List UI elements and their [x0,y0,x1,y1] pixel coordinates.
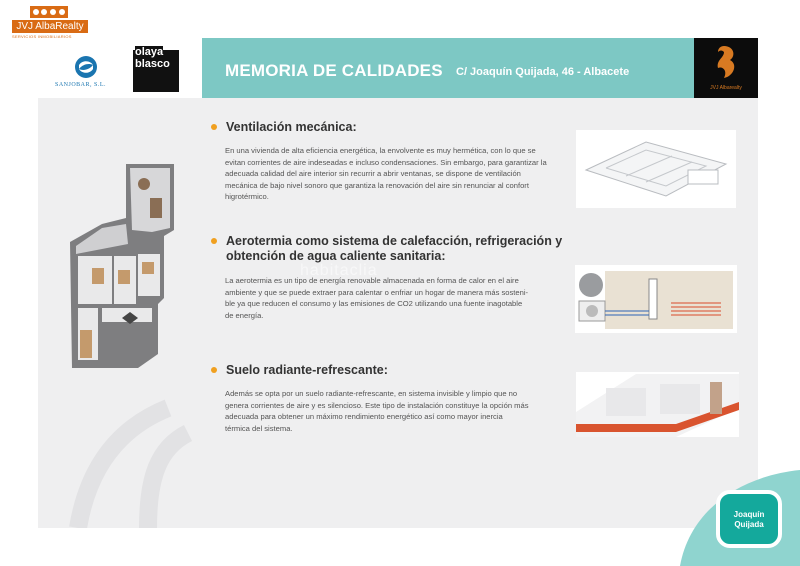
text-line: ble ya que reducen el consumo y las emisiones de CO2 utilizando una fuente inagotable [225,299,523,309]
floor-plan-image [62,158,192,388]
bullet-icon [211,238,217,244]
ventilation-heading [226,120,357,135]
developer-badge [716,490,782,548]
text-line: higrotérmico. [225,192,269,202]
sanjobar-emblem-icon [55,55,117,81]
radiant-floor-text [225,388,529,434]
text-line: Además se opta por un suelo radiante-refrescante, en sistema invisible y limpio que no [225,389,518,398]
badge-line-2: Quijada [734,520,764,529]
ventilation-illustration [576,130,736,208]
agency-logo[interactable] [10,2,88,42]
text-line: En una vivienda de alta eficiencia energética, la envolvente es muy hermética, con lo que se [225,146,536,155]
bullet-icon [211,124,217,130]
agency-tagline: SERVICIOS INMOBILIARIOS [12,34,72,39]
text-line: mecánica de bajo nivel sonoro que garantiza la renovación del aire sin renunciar al confort [225,180,529,190]
heading-line: obtención de agua caliente sanitaria: [226,249,446,263]
text-line: adecuada para obtener un máximo rendimiento energético así como mayor inercia [225,412,503,422]
olaya-blasco-logo [133,46,179,92]
brand-corner-logo [694,38,758,98]
aerothermal-diagram [575,265,737,333]
text-line: evitan corrientes de aire indeseadas e incluso condensaciones. Sin embargo, para garantizar la [225,157,547,167]
badge-line-1: Joaquín [733,510,765,519]
heading-line: Ventilación mecánica: [226,120,357,134]
ventilation-diagram [576,130,736,208]
heading-line: Aerotermia como sistema de calefacción, refrigeración y [226,234,563,248]
aerothermal-heading [226,234,562,264]
crown-icon [10,2,88,20]
bullet-icon [211,367,217,373]
heading-line: Suelo radiante-refrescante: [226,363,388,377]
aerothermal-text [225,275,528,321]
text-line: térmica del sistema. [225,423,293,433]
page-title: MEMORIA DE CALIDADES [225,61,443,80]
olaya-word: olaya [135,46,164,58]
text-line: genera corrientes de aire y es silencioso. Este tipo de instalación constituye la opción más [225,400,529,410]
property-address: C/ Joaquín Quijada, 46 - Albacete [456,66,630,78]
ventilation-text [225,145,547,203]
header-banner [202,38,694,98]
text-line: La aerotermia es un tipo de energía renovable almacenada en forma de calor en el aire [225,276,519,285]
radiant-floor-illustration [576,372,739,437]
text-line: adecuada calidad del aire interior sin recurrir a abrir ventanas, se dispone de ventilación [225,169,521,179]
blasco-word: blasco [135,58,170,70]
flame-bird-icon [694,38,758,84]
sanjobar-logo [55,55,117,91]
sanjobar-name: SANJOBAR, S.L. [55,82,107,88]
corner-logo-text: JVJ Albarealty [710,85,742,91]
aerothermal-illustration [575,265,737,333]
text-line: ambiente y que se puede extraer para calentar o enfriar un hogar de manera más sosteni- [225,287,529,297]
agency-name: JVJ AlbaRealty [12,20,88,33]
radiant-floor-heading [226,363,388,378]
radiant-floor-photo [576,372,739,437]
text-line: de energía. [225,310,264,320]
watermark: habitaclia [300,262,378,279]
